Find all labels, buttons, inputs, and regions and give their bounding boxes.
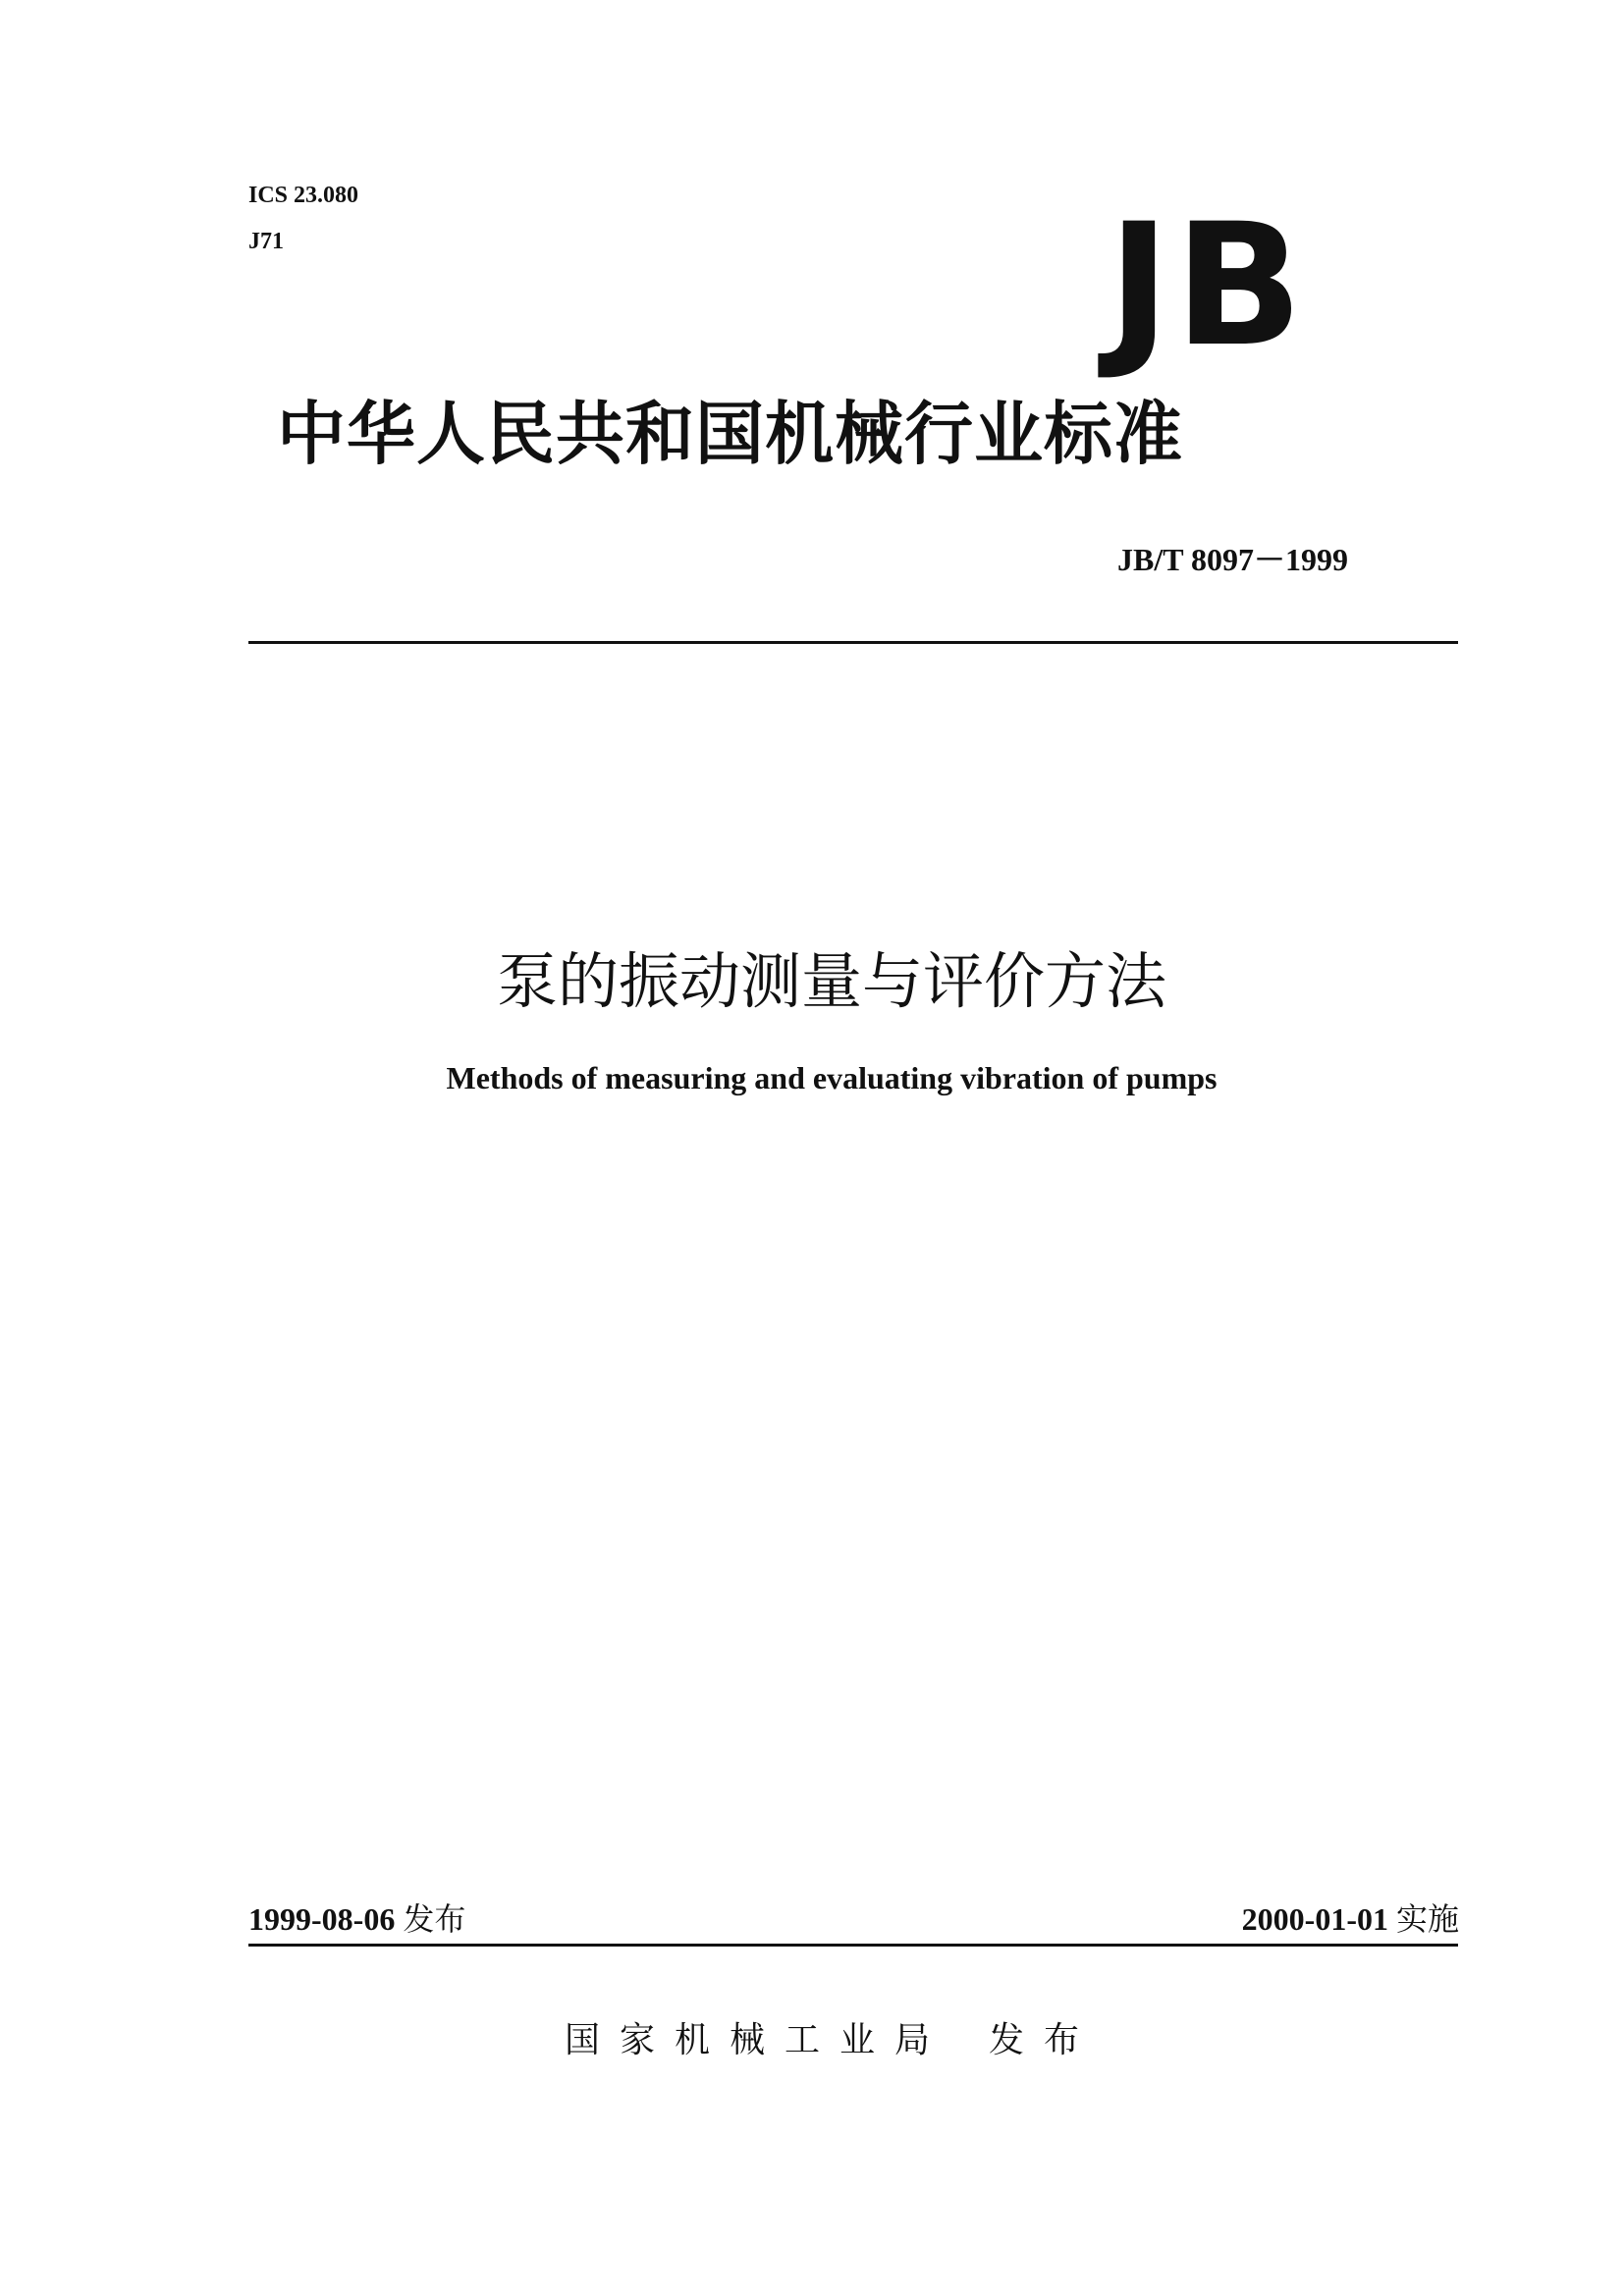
issue-date: 1999-08-06 <box>248 1901 396 1937</box>
implementation-date: 2000-01-01 <box>1241 1901 1388 1937</box>
footer-divider <box>248 1944 1458 1947</box>
ccs-code: J71 <box>248 229 284 254</box>
ics-code: ICS 23.080 <box>248 183 359 208</box>
header-divider <box>248 641 1458 644</box>
implementation-label: 实施 <box>1395 1901 1459 1937</box>
implementation-date-line <box>1242 1895 1459 1940</box>
document-title-en: Methods of measuring and evaluating vibration of pumps <box>446 1060 1218 1095</box>
standard-number: JB/T 8097－1999 <box>1117 542 1349 577</box>
issue-date-line <box>248 1895 465 1940</box>
issuer-action: 发布 <box>989 2020 1100 2059</box>
standard-heading: 中华人民共和国机械行业标准 <box>277 394 1183 474</box>
issuer-name: 国家机械工业局 <box>564 2020 949 2059</box>
issue-label: 发布 <box>403 1901 466 1937</box>
document-title-cn: 泵的振动测量与评价方法 <box>496 949 1166 1016</box>
issuer-line <box>0 2012 1624 2062</box>
jb-logo: JB <box>1108 187 1308 384</box>
